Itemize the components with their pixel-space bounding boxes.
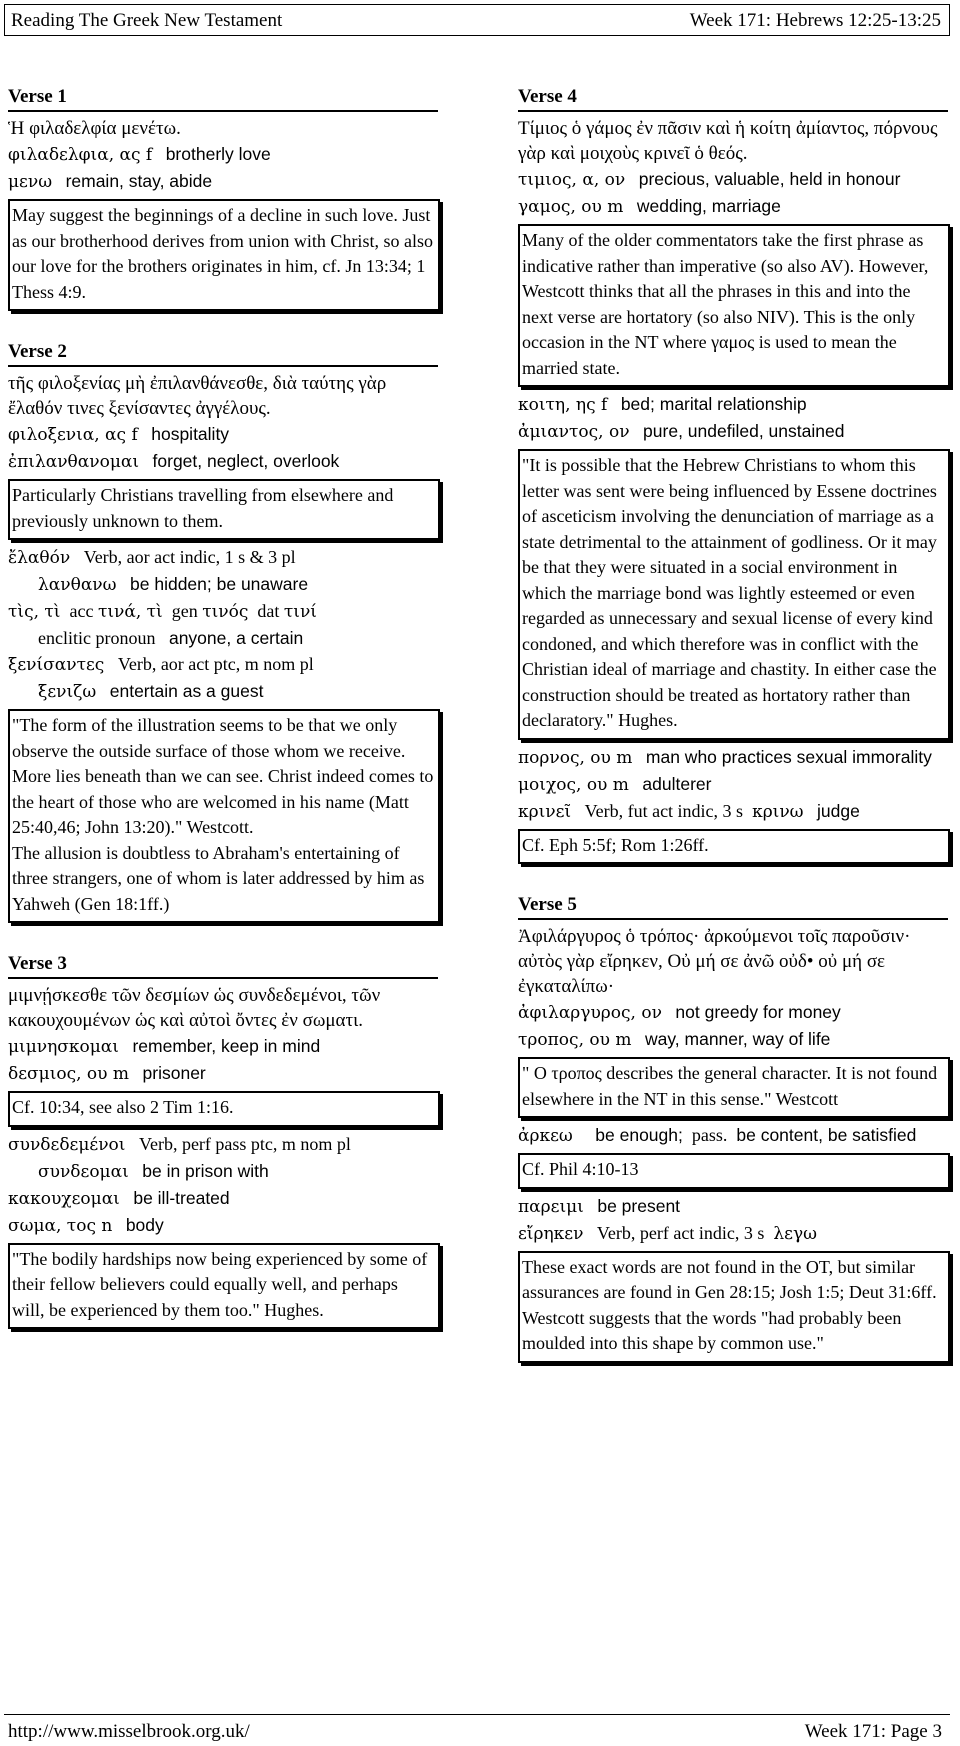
header-week: Week 171: Hebrews 12:25-13:25 bbox=[689, 10, 941, 31]
verse-heading: Verse 1 bbox=[8, 86, 438, 112]
vocab-entry: φιλοξενια, ας f hospitality bbox=[8, 424, 230, 445]
vocab-entry: παρειμι be present bbox=[518, 1195, 681, 1217]
commentary-note: These exact words are not found in the OT, but similar assurances are found in Gen 28:15; Josh 1:5; Deut 31:6ff. Westcott suggests that the words "had probably been moulded into this shape by common use." bbox=[518, 1251, 950, 1363]
vocab-entry: μενω remain, stay, abide bbox=[8, 171, 213, 192]
vocab-entry: δεσμιος, ου m prisoner bbox=[8, 1063, 206, 1084]
parse-entry: κρινεῖ Verb, fut act indic, 3 s κρινω judge bbox=[518, 800, 860, 822]
page-footer bbox=[4, 1714, 950, 1743]
greek-text: τῆς φιλοξενίας μὴ ἐπιλανθάνεσθε, διὰ ταύτης γὰρ ἔλαθόν τινες ξενίσαντες ἀγγέλους. bbox=[8, 373, 387, 419]
greek-text: μιμνῄσκεσθε τῶν δεσμίων ὡς συνδεδεμένοι, τῶν κακουχουμένων ὡς καὶ αὐτοὶ ὄντες ἐν σωματι. bbox=[8, 985, 381, 1031]
commentary-note: Many of the older commentators take the first phrase as indicative rather than imperative (so also AV). However, Westcott thinks that all the phrases in this and into the next verse are hortatory (so also NIV). This is the only occasion in the NT where γαμος is used to mean the married state. bbox=[518, 224, 950, 387]
commentary-note: Cf. Eph 5:5f; Rom 1:26ff. bbox=[518, 829, 950, 865]
commentary-note: May suggest the beginnings of a decline in such love. Just as our brotherhood derives from union with Christ, so also our love for the brothers originates in him, cf. Jn 13:34; 1 Thess 4:9. bbox=[8, 199, 440, 311]
vocab-entry: ἀμιαντος, ον pure, undefiled, unstained bbox=[518, 421, 845, 442]
commentary-note: " Ο τροπος describes the general character. It is not found elsewhere in the NT in this sense." Westcott bbox=[518, 1057, 950, 1118]
vocab-entry: πορνος, ου m man who practices sexual immorality bbox=[518, 746, 932, 768]
verse-heading: Verse 3 bbox=[8, 953, 438, 979]
pronoun-forms: τὶς, τὶ acc τινά, τὶ gen τινός dat τινί bbox=[8, 601, 317, 622]
vocab-entry: γαμος, ου m wedding, marriage bbox=[518, 196, 781, 217]
vocab-entry: κακουχεομαι be ill-treated bbox=[8, 1187, 230, 1209]
commentary-note: "The bodily hardships now being experienced by some of their fellow believers could equally well, and perhaps will, be experienced by them too." Hughes. bbox=[8, 1243, 440, 1330]
header-title: Reading The Greek New Testament bbox=[11, 10, 283, 31]
parse-entry: εἴρηκεν Verb, perf act indic, 3 s λεγω bbox=[518, 1222, 817, 1244]
parse-entry: ἔλαθόν Verb, aor act indic, 1 s & 3 pl bbox=[8, 547, 296, 568]
right-column bbox=[518, 86, 950, 1367]
vocab-entry: μιμνησκομαι remember, keep in mind bbox=[8, 1036, 321, 1057]
commentary-note: Particularly Christians travelling from elsewhere and previously unknown to them. bbox=[8, 479, 440, 540]
vocab-entry: σωμα, τος n body bbox=[8, 1214, 164, 1236]
commentary-note bbox=[8, 709, 440, 923]
vocab-entry: ἀφιλαργυρος, ον not greedy for money bbox=[518, 1002, 841, 1023]
page-header bbox=[4, 4, 950, 36]
left-column bbox=[8, 86, 440, 1333]
parse-entry: συνδεδεμένοι Verb, perf pass ptc, m nom pl bbox=[8, 1133, 351, 1155]
vocab-entry: λανθανω be hidden; be unaware bbox=[38, 574, 309, 595]
vocab-entry: συνδεομαι be in prison with bbox=[38, 1160, 269, 1182]
verse-heading: Verse 5 bbox=[518, 894, 948, 920]
greek-text: Ἀφιλάργυρος ὁ τρόπος· ἀρκούμενοι τοῖς παροῦσιν· αὐτὸς γὰρ εἴρηκεν, Οὐ μή σε ἀνῶ οὐδ• οὐ μή σε ἐγκαταλίπω· bbox=[518, 926, 911, 997]
vocab-entry: φιλαδελφια, ας f brotherly love bbox=[8, 144, 271, 165]
vocab-entry: τιμιος, α, ον precious, valuable, held in honour bbox=[518, 169, 901, 190]
vocab-entry: ἐπιλανθανομαι forget, neglect, overlook bbox=[8, 451, 340, 472]
footer-url[interactable]: http://www.misselbrook.org.uk/ bbox=[8, 1721, 250, 1742]
commentary-note: Cf. 10:34, see also 2 Tim 1:16. bbox=[8, 1091, 440, 1127]
commentary-note: "It is possible that the Hebrew Christians to whom this letter was sent were being influenced by Essene doctrines of asceticism involving the denunciation of marriage as a state detrimental to the attainment of godliness. Or it may be that they were situated in a social environment in which the marriage bond was lightly esteemed or even regarded as unnecessary and sexual license of every kind condoned, and which therefore was in conflict with the Christian ideal of marriage and chastity. In either case the construction should be treated as hortatory rather than declaratory." Hughes. bbox=[518, 449, 950, 740]
vocab-entry: enclitic pronoun anyone, a certain bbox=[38, 628, 304, 648]
footer-page: Week 171: Page 3 bbox=[804, 1721, 942, 1742]
vocab-entry: μοιχος, ου m adulterer bbox=[518, 773, 712, 795]
allusion-note: The allusion is doubtless to Abraham's entertaining of three strangers, one of whom is later addressed by him as Yahweh (Gen 18:1ff.) bbox=[12, 842, 425, 914]
commentary-note: Cf. Phil 4:10-13 bbox=[518, 1153, 950, 1189]
greek-text: Ἡ φιλαδελφία μενέτω. bbox=[8, 118, 181, 139]
verse-heading: Verse 4 bbox=[518, 86, 948, 112]
greek-text: Τίμιος ὁ γάμος ἐν πᾶσιν καὶ ἡ κοίτη ἀμίαντος, πόρνους γὰρ καὶ μοιχοὺς κρινεῖ ὁ θεός. bbox=[518, 118, 938, 164]
vocab-entry: κοιτη, ης f bed; marital relationship bbox=[518, 394, 807, 415]
vocab-entry: ἀρκεω be enough; pass. be content, be satisfied bbox=[518, 1125, 917, 1146]
verse-heading: Verse 2 bbox=[8, 341, 438, 367]
parse-entry: ξενίσαντες Verb, aor act ptc, m nom pl bbox=[8, 654, 314, 675]
vocab-entry: ξενιζω entertain as a guest bbox=[38, 681, 264, 702]
quote-westcott: "The form of the illustration seems to be that we only observe the outside surface of those whom we receive. More lies beneath than we can see. Christ indeed comes to the heart of those who are welcomed in his name (Matt 25:40,46; John 13:20)." Westcott. bbox=[12, 715, 434, 837]
vocab-entry: τροπος, ου m way, manner, way of life bbox=[518, 1029, 831, 1050]
